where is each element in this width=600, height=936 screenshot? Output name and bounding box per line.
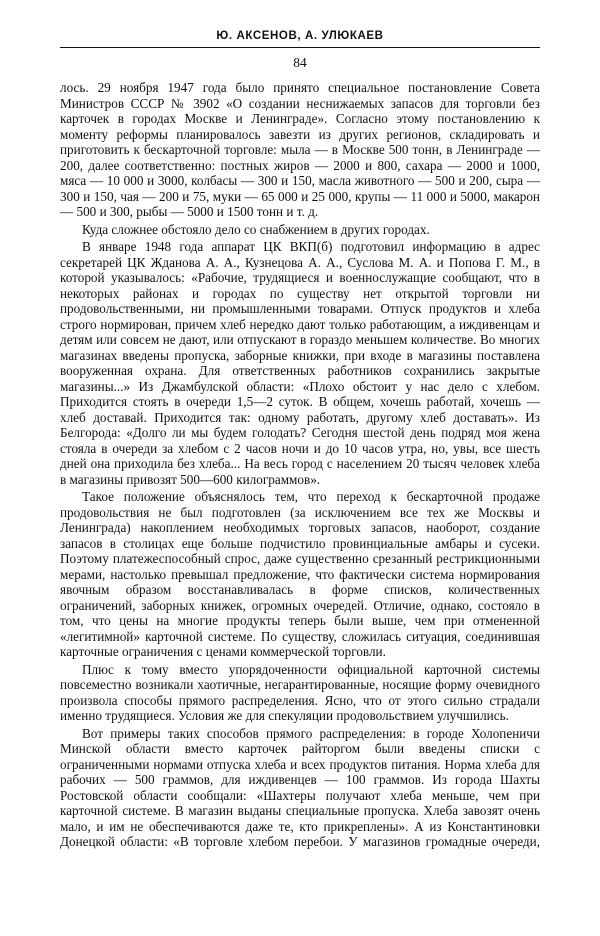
running-header: Ю. АКСЕНОВ, А. УЛЮКАЕВ [216,30,384,42]
paragraph: Вот примеры таких способов прямого распределения: в городе Холопеничи Минской области вместо карточек райторгом были введены списки с ограниченными нормами отпуска хлеба и всех продуктов питания. Норма хлеба для рабочих — 500 граммов, для иждивенцев — 100 граммов. Из города Шахты Ростовской области сообщали: «Шахтеры получают хлеба меньше, чем при карточной системе. В магазин выданы специальные пропуска. Хлеба завозят очень мало, и им не обеспечиваются даже те, кто прикреплены». А из Константиновки Донецкой области: «В торговле хлебом перебои. У магазинов громадные очереди, [60,725,540,849]
paragraph-continuation: лось. 29 ноября 1947 года было принято специальное постановление Совета Министров СССР № 3902 «О создании неснижаемых запасов для торговли без карточек в городах Москве и Ленинграде». Согласно этому постановлению к моменту реформы планировалось завезти из других регионов, складировать и приготовить к бескарточной торговле: мыла — в Москве 500 тонн, в Ленинграде — 200, далее соответственно: постных жиров — 2000 и 800, сахара — 2000 и 1000, мяса — 10 000 и 3000, колбасы — 300 и 150, масла животного — 500 и 200, сыра — 300 и 150, чая — 200 и 75, муки — 65 000 и 25 000, крупы — 11 000 и 5000, макарон — 500 и 300, рыбы — 5000 и 1500 тонн и т. д. [60,80,540,219]
page-number: 84 [293,55,307,70]
paragraph: Плюс к тому вместо упорядоченности официальной карточной системы повсеместно возникали хаотичные, негарантированные, носящие форму очевидного произвола способы прямого распределения. Ясно, что от этого сильно страдали именно трудящиеся. Условия же для спекуляции продовольствием улучшились. [60,661,540,723]
paragraph: Такое положение объяснялось тем, что переход к бескарточной продаже продовольствия не был подготовлен (за исключением все тех же Москвы и Ленинграда) накоплением необходимых торговых запасов, наоборот, создание запасов в столицах еще больше подчистило провинциальные амбары и сусеки. Поэтому платежеспособный спрос, даже существенно срезанный рестрикционными мерами, настолько превышал предложение, что фактически система нормирования явочным образом восстанавливалась в форме списков, количественных ограничений, заборных книжек, огромных очередей. Отличие, однако, состояло в том, что цены на многие продукты теперь были выше, чем при отмененной «легитимной» карточной системе. По существу, сложилась ситуация, соединившая карточные ограничения с ценами коммерческой торговли. [60,489,540,659]
header-rule [60,47,540,48]
paragraph: В январе 1948 года аппарат ЦК ВКП(б) подготовил информацию в адрес секретарей ЦК Жданова А. А., Кузнецова А. А., Суслова М. А. и Попова Г. М., в которой указывалось: «Рабочие, трудящиеся и военнослужащие сообщают, что в некоторых районах и городах по существу нет открытой торговли ни продовольственными, ни промышленными товарами. Отпуск продуктов и хлеба строго нормирован, причем хлеб нередко дают только работающим, а иждивенцам и детям или совсем не дают, или отпускают в гораздо меньшем количестве. Во многих магазинах введены пропуска, заборные книжки, при входе в магазины поставлена вооруженная охрана. Для ответственных работников сохранились закрытые магазины...» Из Джамбулской области: «Плохо обстоит у нас дело с хлебом. Приходится стоять в очереди 1,5—2 суток. В общем, хочешь работай, хочешь — хлеб доставай. Приходится так: одному работать, другому хлеб доставать». Из Белгорода: «Долго ли мы будем голодать? Сегодня шестой день подряд моя жена стояла в очереди за хлебом с 2 часов ночи и до 10 часов утра, но, увы, все шесть дней она приходила без хлеба... На весь город с населением 20 тысяч человек хлеба в магазины привозят 500—600 килограммов». [60,239,540,487]
body-text [60,80,540,850]
paragraph: Куда сложнее обстояло дело со снабжением в других городах. [82,221,430,237]
